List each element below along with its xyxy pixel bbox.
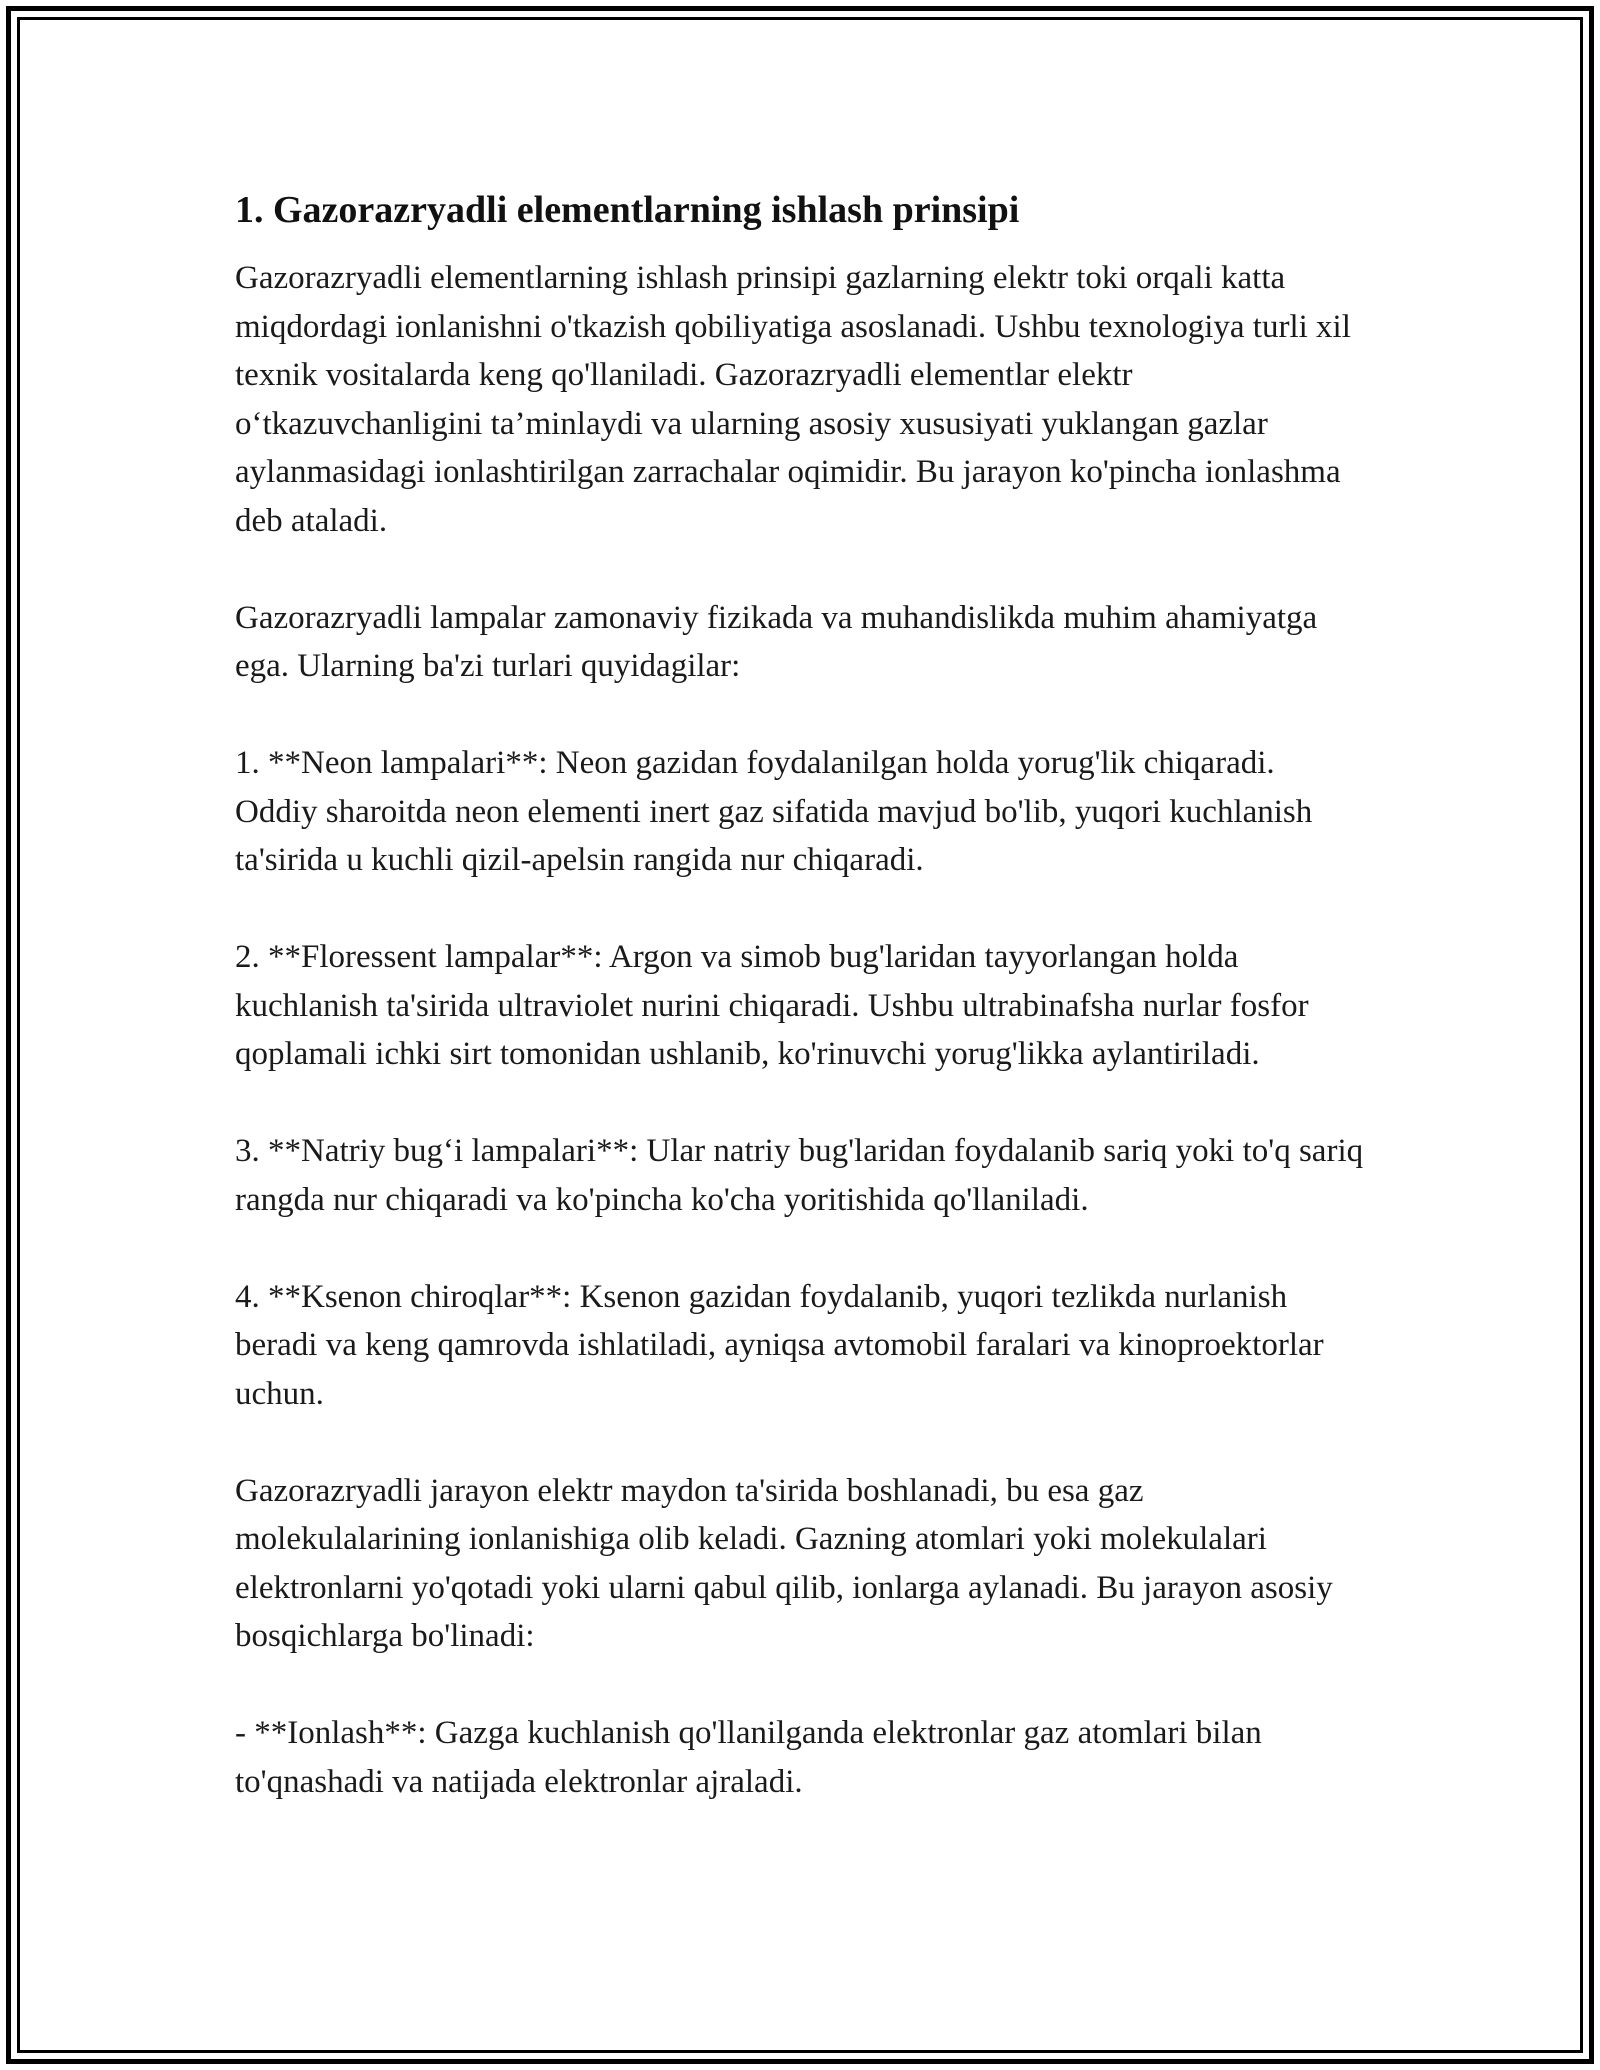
list-item-ionization: - **Ionlash**: Gazga kuchlanish qo'llanilganda elektronlar gaz atomlari bilan to'qnashadi va natijada elektronlar ajraladi. — [235, 1715, 1262, 1800]
list-item-sodium-lamps: 3. **Natriy bug‘i lampalari**: Ular natriy bug'laridan foydalanib sariq yoki to'q sariq rangda nur chiqaradi va ko'pincha ko'cha yoritishida qo'llaniladi. — [235, 1133, 1364, 1218]
lamps-intro-paragraph: Gazorazryadli lampalar zamonaviy fizikada va muhandislikda muhim ahamiyatga ega. Ularning ba'zi turlari quyidagilar: — [235, 599, 1318, 684]
section-heading: 1. Gazorazryadli elementlarning ishlash prinsipi — [235, 189, 1020, 231]
list-item-xenon-lamps: 4. **Ksenon chiroqlar**: Ksenon gazidan foydalanib, yuqori tezlikda nurlanish beradi va keng qamrovda ishlatiladi, ayniqsa avtomobil faralari va kinoproektorlar uchun. — [235, 1278, 1324, 1412]
list-item-fluorescent-lamps: 2. **Floressent lampalar**: Argon va simob bug'laridan tayyorlangan holda kuchlanish ta'sirida ultraviolet nurini chiqaradi. Ushbu ultrabinafsha nurlar fosfor qoplamali ichki sirt tomonidan ushlanib, ko'rinuvchi yorug'likka aylantiriladi. — [235, 939, 1309, 1072]
process-paragraph: Gazorazryadli jarayon elektr maydon ta'sirida boshlanadi, bu esa gaz molekulalarining ionlanishiga olib keladi. Gazning atomlari yoki molekulalari elektronlarni yo'qotadi yoki ularni qabul qilib, ionlarga aylanadi. Bu jarayon asosiy bosqichlarga bo'linadi: — [235, 1472, 1333, 1654]
intro-paragraph: Gazorazryadli elementlarning ishlash prinsipi gazlarning elektr toki orqali katta miqdordagi ionlanishni o'tkazish qobiliyatiga asoslanadi. Ushbu texnologiya turli xil texnik vositalarda keng qo'llaniladi. Gazorazryadli elementlar elektr o‘tkazuvchanligini ta’minlaydi va ularning asosiy xususiyati yuklangan gazlar aylanmasidagi ionlashtirilgan zarrachalar oqimidir. Bu jarayon ko'pincha ionlashma deb ataladi. — [235, 260, 1351, 539]
list-item-neon-lamps: 1. **Neon lampalari**: Neon gazidan foydalanilgan holda yorug'lik chiqaradi. Oddiy sharoitda neon elementi inert gaz sifatida mavjud bo'lib, yuqori kuchlanish ta'sirida u kuchli qizil-apelsin rangida nur chiqaradi. — [235, 745, 1313, 878]
document-body — [235, 186, 1365, 1806]
